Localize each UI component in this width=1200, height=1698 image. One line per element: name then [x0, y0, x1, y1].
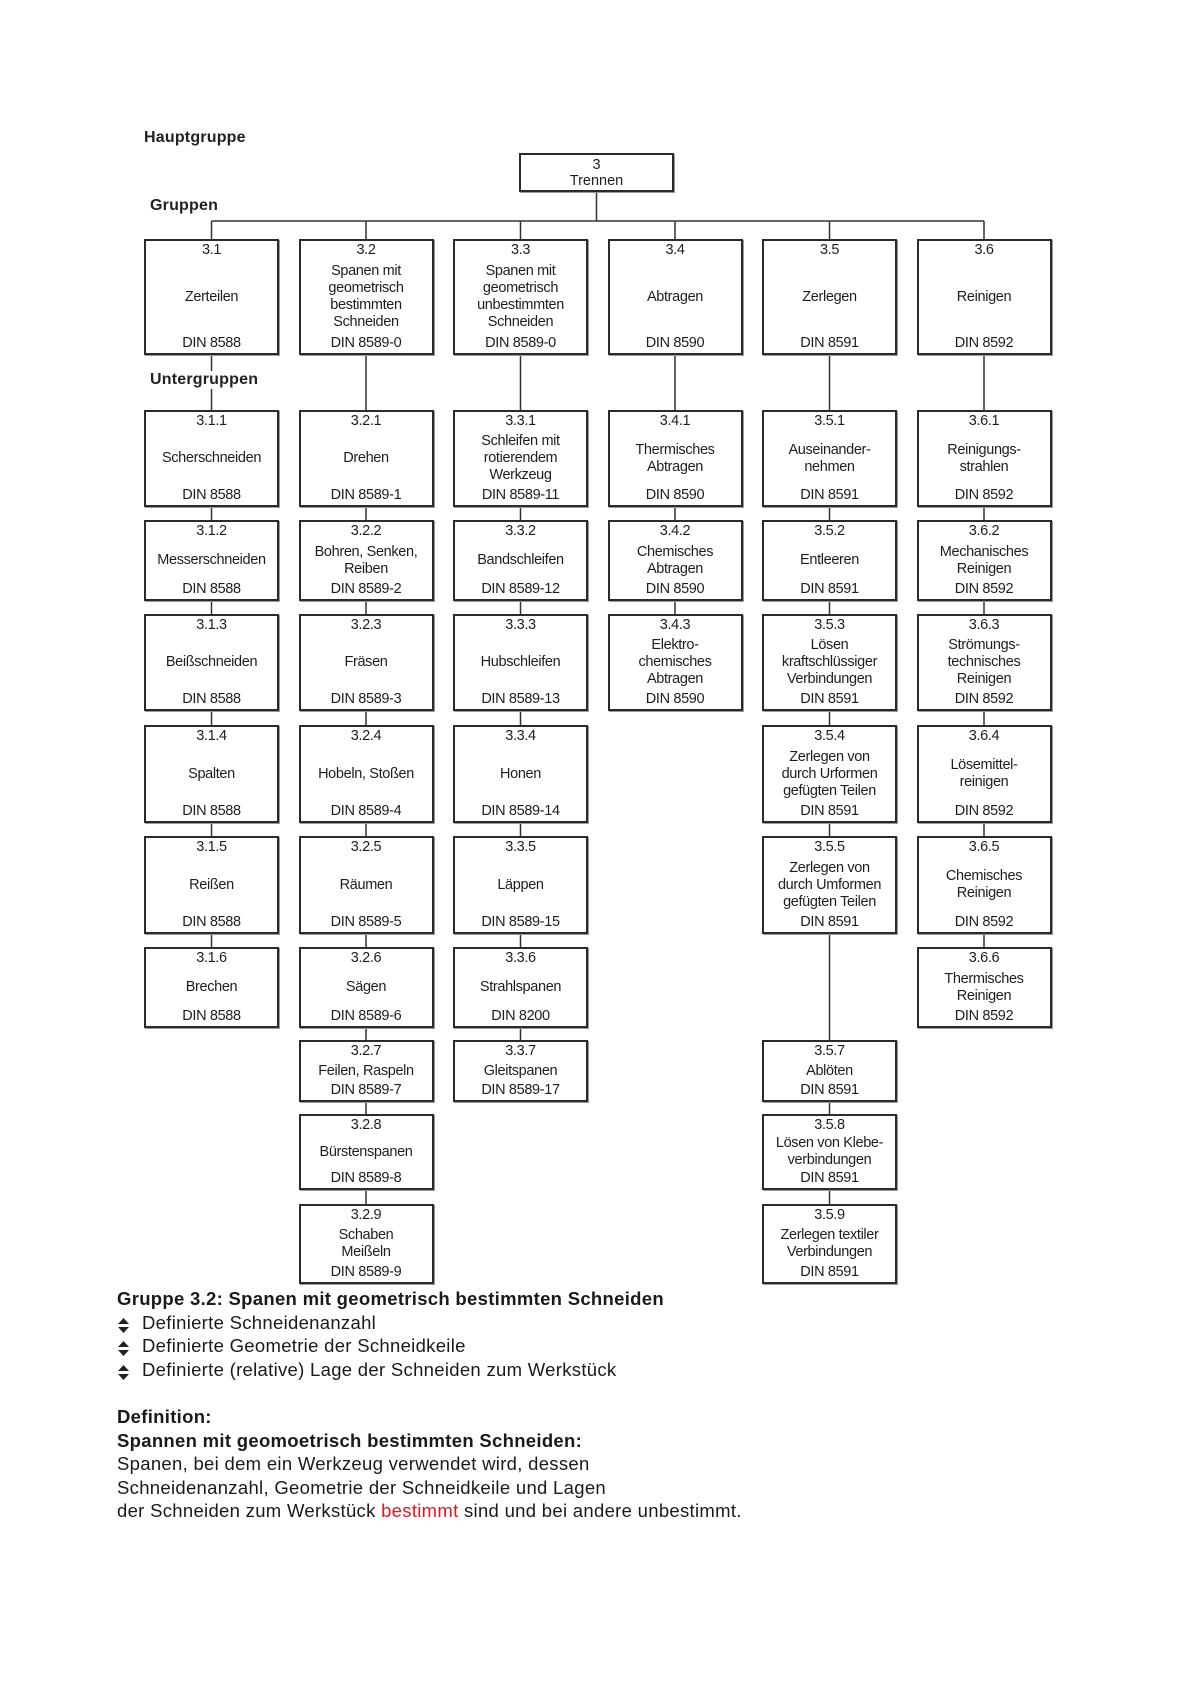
box-number: 3.3.6 [505, 950, 536, 966]
definition-line [117, 1499, 742, 1523]
box-name-line: Abtragen [646, 288, 704, 305]
box-number: 3.2.1 [350, 413, 382, 429]
box-din: DIN 8591 [800, 1264, 859, 1280]
box-din: DIN 8588 [182, 335, 241, 351]
box-name [944, 971, 1023, 1005]
box-name-line: Drehen [343, 450, 389, 466]
box-number: 3.4.1 [659, 413, 691, 429]
box-name-line: Brechen [185, 979, 238, 995]
box-name-line: Thermisches [944, 970, 1024, 987]
box-name [344, 654, 387, 671]
box-number: 3.6.6 [968, 950, 1000, 966]
box-name-line: Reinigen [956, 671, 1012, 687]
box-name-line: Strömungs- [948, 637, 1020, 653]
definition-label: Definition: [117, 1405, 212, 1427]
label-hauptgruppe: Hauptgruppe [144, 129, 246, 146]
box-din: DIN 8591 [800, 1082, 859, 1098]
subgroup-box [299, 1114, 434, 1190]
box-din: DIN 8588 [182, 803, 241, 819]
box-din: DIN 8589-0 [330, 335, 402, 351]
box-name-line: Zerteilen [184, 288, 239, 305]
box-name [940, 544, 1029, 578]
box-name-line: Feilen, Raspeln [318, 1062, 414, 1079]
subgroup-box [144, 520, 279, 601]
subgroup-box [762, 1204, 897, 1284]
subgroup-box [144, 725, 279, 823]
box-din: DIN 8589-13 [481, 691, 560, 707]
box-name-line: Zerlegen textiler [780, 1227, 879, 1243]
box-name-line: Beißschneiden [165, 654, 258, 670]
box-name-line: Abtragen [646, 560, 704, 577]
box-name [637, 544, 713, 578]
label-gruppen: Gruppen [150, 197, 219, 214]
box-number: 3.2 [356, 242, 376, 258]
box-name-line: geometrisch [328, 280, 404, 296]
box-name-line: chemisches [638, 654, 712, 670]
box-name [806, 1063, 853, 1080]
box-name-line: Meißeln [341, 1244, 391, 1260]
paragraph-spacer [117, 1381, 742, 1405]
box-name-line: Gleitspanen [483, 1062, 558, 1079]
box-name-line: Räumen [339, 876, 393, 893]
subgroup-box [762, 410, 897, 507]
bullet-text: Definierte Schneidenanzahl [142, 1311, 377, 1333]
box-number: 3.5 [819, 242, 840, 258]
box-number: 3.5.2 [814, 523, 845, 539]
box-name-line: Schleifen mit [481, 433, 560, 449]
box-name [776, 1135, 883, 1169]
subgroup-box [608, 614, 743, 711]
box-din: DIN 8592 [954, 335, 1014, 351]
box-name-line: unbestimmten [477, 297, 564, 313]
box-din: DIN 8589-2 [330, 581, 402, 597]
box-din: DIN 8591 [800, 487, 859, 503]
subgroup-box [762, 725, 897, 823]
box-din: DIN 8591 [800, 803, 859, 819]
box-name [800, 552, 859, 569]
box-din: DIN 8589-17 [481, 1082, 560, 1098]
box-name [957, 289, 1011, 306]
label-untergruppen: Untergruppen [150, 371, 259, 388]
box-name-line: Abtragen [646, 458, 704, 475]
box-number: 3.1.1 [196, 413, 227, 429]
box-din: DIN 8592 [954, 1008, 1014, 1024]
subgroup-box [299, 1204, 434, 1284]
box-name [162, 450, 261, 467]
box-number: 3.5.5 [814, 839, 845, 855]
subgroup-box [917, 836, 1052, 934]
box-name-line: Läppen [497, 876, 544, 893]
box-name [157, 552, 265, 569]
box-name-line: Abtragen [646, 671, 704, 687]
box-din: DIN 8592 [954, 803, 1014, 819]
box-number: 3.1.4 [196, 728, 227, 744]
bullet-text: Definierte Geometrie der Schneidkeile [142, 1335, 466, 1357]
box-number: 3.6.5 [968, 839, 1000, 855]
description-text [117, 1287, 742, 1523]
subgroup-box [453, 520, 588, 601]
box-name-line: Scherschneiden [161, 450, 262, 466]
box-number: 3.2.6 [350, 950, 382, 966]
box-name-line: Bürstenspanen [319, 1143, 413, 1160]
box-name [186, 979, 238, 996]
box-din: DIN 8589-11 [481, 487, 560, 503]
box-din: DIN 8589-1 [330, 487, 402, 503]
box-name [318, 766, 414, 783]
box-name-line: Spanen mit [331, 263, 401, 279]
box-din: DIN 8589-14 [481, 803, 560, 819]
box-din: DIN 8589-6 [330, 1008, 402, 1024]
box-number: 3.5.1 [814, 413, 845, 429]
box-name-line: Lösemittel- [950, 757, 1018, 773]
subgroup-box [299, 1040, 434, 1102]
box-number: 3.2.7 [350, 1043, 382, 1059]
box-name [802, 289, 856, 306]
box-number: 3.1 [201, 242, 222, 258]
box-din: DIN 8588 [182, 487, 241, 503]
box-din: DIN 8588 [182, 914, 241, 930]
box-name-line: Auseinander- [788, 441, 871, 458]
box-din: DIN 8589-15 [481, 914, 560, 930]
feature-list [117, 1311, 742, 1382]
box-number: 3.2.3 [350, 617, 382, 633]
box-name-line: Hobeln, Stoßen [318, 765, 414, 782]
subgroup-box [608, 520, 743, 601]
group-box [608, 239, 743, 355]
box-number: 3.5.9 [814, 1207, 845, 1223]
box-name [788, 442, 870, 476]
box-name-line: Bandschleifen [477, 552, 564, 568]
group-box [762, 239, 897, 355]
box-din: DIN 8590 [645, 335, 705, 351]
box-number: 3.2.9 [350, 1207, 382, 1223]
subgroup-box [917, 520, 1052, 601]
box-name-line: Mechanisches [939, 543, 1029, 560]
box-name [481, 433, 559, 484]
box-name [782, 637, 877, 688]
box-din: DIN 8589-7 [330, 1082, 402, 1098]
box-name-line: Spanen mit [485, 263, 556, 279]
box-number: 3.6 [974, 242, 994, 258]
root-name: Trennen [569, 172, 624, 189]
box-name-line: Zerlegen von [789, 859, 870, 876]
box-name-line: Zerlegen von [789, 748, 870, 765]
box-number: 3.1.5 [196, 839, 227, 855]
subgroup-box [762, 520, 897, 601]
definition-line: Spanen, bei dem ein Werkzeug verwendet wird, dessen [117, 1453, 590, 1475]
box-name [328, 263, 403, 331]
box-name-line: Honen [500, 765, 541, 782]
box-name-line: Schneiden [333, 314, 399, 330]
subgroup-box [453, 614, 588, 711]
box-name-line: Reinigen [956, 987, 1012, 1004]
box-name [782, 749, 878, 800]
box-name-line: Chemisches [945, 868, 1023, 884]
box-name-line: Schneiden [487, 314, 554, 330]
box-name-line: reinigen [959, 774, 1009, 790]
box-name [346, 979, 386, 996]
box-name [188, 766, 235, 783]
box-number: 3.2.2 [350, 523, 382, 539]
box-name-line: Verbindungen [786, 1244, 873, 1260]
box-din: DIN 8588 [182, 691, 241, 707]
box-din: DIN 8589-4 [330, 803, 402, 819]
subgroup-box [762, 1040, 897, 1102]
box-name [780, 1227, 878, 1261]
box-name [315, 544, 418, 578]
box-name-line: Schaben [338, 1227, 394, 1243]
box-name [185, 289, 238, 306]
box-din: DIN 8591 [800, 335, 859, 351]
box-name [166, 654, 257, 671]
box-number: 3.4.2 [659, 523, 691, 539]
subgroup-box [453, 725, 588, 823]
box-din: DIN 8589-9 [330, 1264, 402, 1280]
updown-triangle-icon [118, 1362, 129, 1377]
subgroup-box [917, 614, 1052, 711]
box-number: 3.4.3 [659, 617, 691, 633]
box-name [189, 877, 234, 894]
box-name-line: rotierendem [483, 450, 558, 466]
box-din: DIN 8589-12 [481, 581, 560, 597]
updown-triangle-icon [118, 1315, 129, 1330]
highlight-word: bestimmt [381, 1500, 459, 1522]
subgroup-box [608, 410, 743, 507]
bullet-item [117, 1358, 742, 1382]
box-number: 3.1.2 [196, 523, 227, 539]
subgroup-box [299, 725, 434, 823]
subgroup-box [762, 614, 897, 711]
box-name [318, 1063, 414, 1080]
box-name-line: technisches [947, 654, 1021, 670]
box-number: 3.6.1 [968, 413, 1000, 429]
subgroup-box [762, 1114, 897, 1190]
box-number: 3.6.3 [968, 617, 1000, 633]
box-din: DIN 8200 [491, 1008, 550, 1024]
box-din: DIN 8590 [645, 691, 705, 707]
subgroup-box [144, 836, 279, 934]
bullet-text: Definierte (relative) Lage der Schneiden zum Werkstück [142, 1358, 617, 1380]
box-din: DIN 8588 [182, 1008, 241, 1024]
bullet-item [117, 1334, 742, 1358]
box-number: 3.3.4 [505, 728, 536, 744]
box-name [480, 979, 561, 996]
box-name-line: Reiben [344, 560, 388, 577]
box-name-line: Ablöten [806, 1062, 853, 1079]
box-din: DIN 8592 [954, 487, 1014, 503]
box-name-line: Strahlspanen [479, 979, 562, 995]
box-din: DIN 8592 [954, 581, 1014, 597]
box-name-line: Verbindungen [786, 671, 873, 687]
box-name-line: Hubschleifen [480, 654, 561, 670]
box-din: DIN 8590 [645, 487, 705, 503]
box-din: DIN 8588 [182, 581, 241, 597]
box-name-line: Reinigen [956, 288, 1012, 305]
box-name-line: Lösen von Klebe- [775, 1135, 884, 1151]
box-number: 3.3.3 [505, 617, 536, 633]
box-name-line: Reißen [189, 876, 234, 893]
subgroup-box [299, 947, 434, 1028]
box-din: DIN 8592 [954, 914, 1014, 930]
box-number: 3.6.2 [968, 523, 1000, 539]
box-number: 3.3 [510, 242, 531, 258]
box-name [497, 877, 543, 894]
box-number: 3.3.1 [505, 413, 536, 429]
box-number: 3.3.7 [505, 1043, 536, 1059]
box-number: 3.1.3 [196, 617, 227, 633]
box-name-line: geometrisch [482, 280, 559, 296]
box-name [339, 1227, 394, 1261]
subgroup-box [144, 947, 279, 1028]
box-din: DIN 8592 [954, 691, 1014, 707]
box-name [950, 757, 1017, 791]
box-number: 3.3.5 [505, 839, 536, 855]
box-number: 3.4 [665, 242, 685, 258]
box-name [340, 877, 393, 894]
box-din: DIN 8589-0 [485, 335, 556, 351]
group-box [299, 239, 434, 355]
box-name-line: gefügten Teilen [783, 893, 876, 910]
group-heading: Gruppe 3.2: Spanen mit geometrisch bestimmten Schneiden [117, 1288, 664, 1309]
box-name [638, 637, 711, 688]
box-name [647, 289, 703, 306]
box-number: 3.5.7 [814, 1043, 845, 1059]
box-name-line: bestimmten [330, 297, 402, 313]
box-number: 3.2.8 [350, 1117, 382, 1133]
box-name-line: Zerlegen [802, 288, 857, 305]
box-number: 3.6.4 [968, 728, 1000, 744]
box-name-line: gefügten Teilen [783, 782, 876, 799]
box-number: 3.5.4 [814, 728, 845, 744]
subgroup-box [762, 836, 897, 934]
box-name [477, 263, 564, 331]
subgroup-box [299, 836, 434, 934]
box-number: 3.2.4 [350, 728, 382, 744]
box-name-line: Sägen [345, 979, 387, 995]
root-box [519, 153, 674, 192]
box-name [481, 654, 561, 671]
subgroup-box [917, 410, 1052, 507]
box-name-line: durch Urformen [781, 765, 878, 782]
box-din: DIN 8591 [800, 1170, 859, 1186]
bullet-item [117, 1311, 742, 1335]
subgroup-box [453, 947, 588, 1028]
box-name [484, 1063, 558, 1080]
box-name-line: verbindungen [787, 1152, 872, 1168]
box-name-line: Lösen [810, 637, 849, 653]
box-name-line: Thermisches [635, 441, 715, 458]
box-name-line: durch Umformen [777, 876, 882, 893]
box-din: DIN 8589-8 [330, 1170, 402, 1186]
box-name-line: Chemisches [636, 543, 714, 560]
box-number: 3.3.2 [505, 523, 536, 539]
box-din: DIN 8591 [800, 691, 859, 707]
group-box [144, 239, 279, 355]
box-number: 3.5.3 [814, 617, 845, 633]
box-name-line: Werkzeug [489, 467, 552, 483]
subgroup-box [917, 947, 1052, 1028]
box-din: DIN 8589-3 [330, 691, 402, 707]
subgroup-box [453, 410, 588, 507]
definition-text-before: der Schneiden zum Werkstück [117, 1500, 382, 1522]
box-number: 3.1.6 [196, 950, 227, 966]
subgroup-box [453, 1040, 588, 1102]
box-name-line: Reinigen [956, 560, 1012, 577]
box-name-line: strahlen [959, 458, 1009, 475]
box-name [500, 766, 541, 783]
root-number: 3 [592, 156, 601, 173]
box-name [947, 442, 1021, 476]
updown-triangle-icon [118, 1338, 129, 1353]
box-name-line: Elektro- [651, 637, 699, 653]
box-name-line: Bohren, Senken, [314, 543, 418, 560]
box-name-line: Reinigen [956, 885, 1012, 901]
box-name-line: kraftschlüssiger [781, 654, 878, 670]
subgroup-box [299, 410, 434, 507]
definition-text-after: sind und bei andere unbestimmt. [458, 1500, 742, 1522]
subgroup-box [917, 725, 1052, 823]
box-name [477, 552, 564, 569]
subgroup-box [453, 836, 588, 934]
subgroup-box [144, 410, 279, 507]
box-name [778, 860, 881, 911]
box-name-line: nehmen [804, 458, 855, 475]
group-box [453, 239, 588, 355]
box-name [948, 637, 1021, 688]
box-name-line: Entleeren [800, 552, 859, 568]
subgroup-box [144, 614, 279, 711]
box-number: 3.2.5 [350, 839, 382, 855]
box-name-line: Spalten [188, 765, 235, 782]
box-name [320, 1144, 413, 1161]
box-din: DIN 8591 [800, 914, 859, 930]
definition-line: Schneidenanzahl, Geometrie der Schneidkeile und Lagen [117, 1476, 607, 1498]
box-din: DIN 8589-5 [330, 914, 402, 930]
box-name [343, 450, 388, 467]
box-name-line: Messerschneiden [157, 552, 266, 568]
box-din: DIN 8590 [645, 581, 705, 597]
box-din: DIN 8591 [800, 581, 859, 597]
subgroup-box [299, 614, 434, 711]
box-name-line: Fräsen [344, 654, 388, 670]
definition-term: Spannen mit geomoetrisch bestimmten Schneiden: [117, 1429, 583, 1451]
subgroup-box [299, 520, 434, 601]
box-name [946, 868, 1022, 902]
group-box [917, 239, 1052, 355]
box-name-line: Reinigungs- [947, 441, 1021, 458]
box-number: 3.5.8 [814, 1117, 845, 1133]
box-name [635, 442, 714, 476]
